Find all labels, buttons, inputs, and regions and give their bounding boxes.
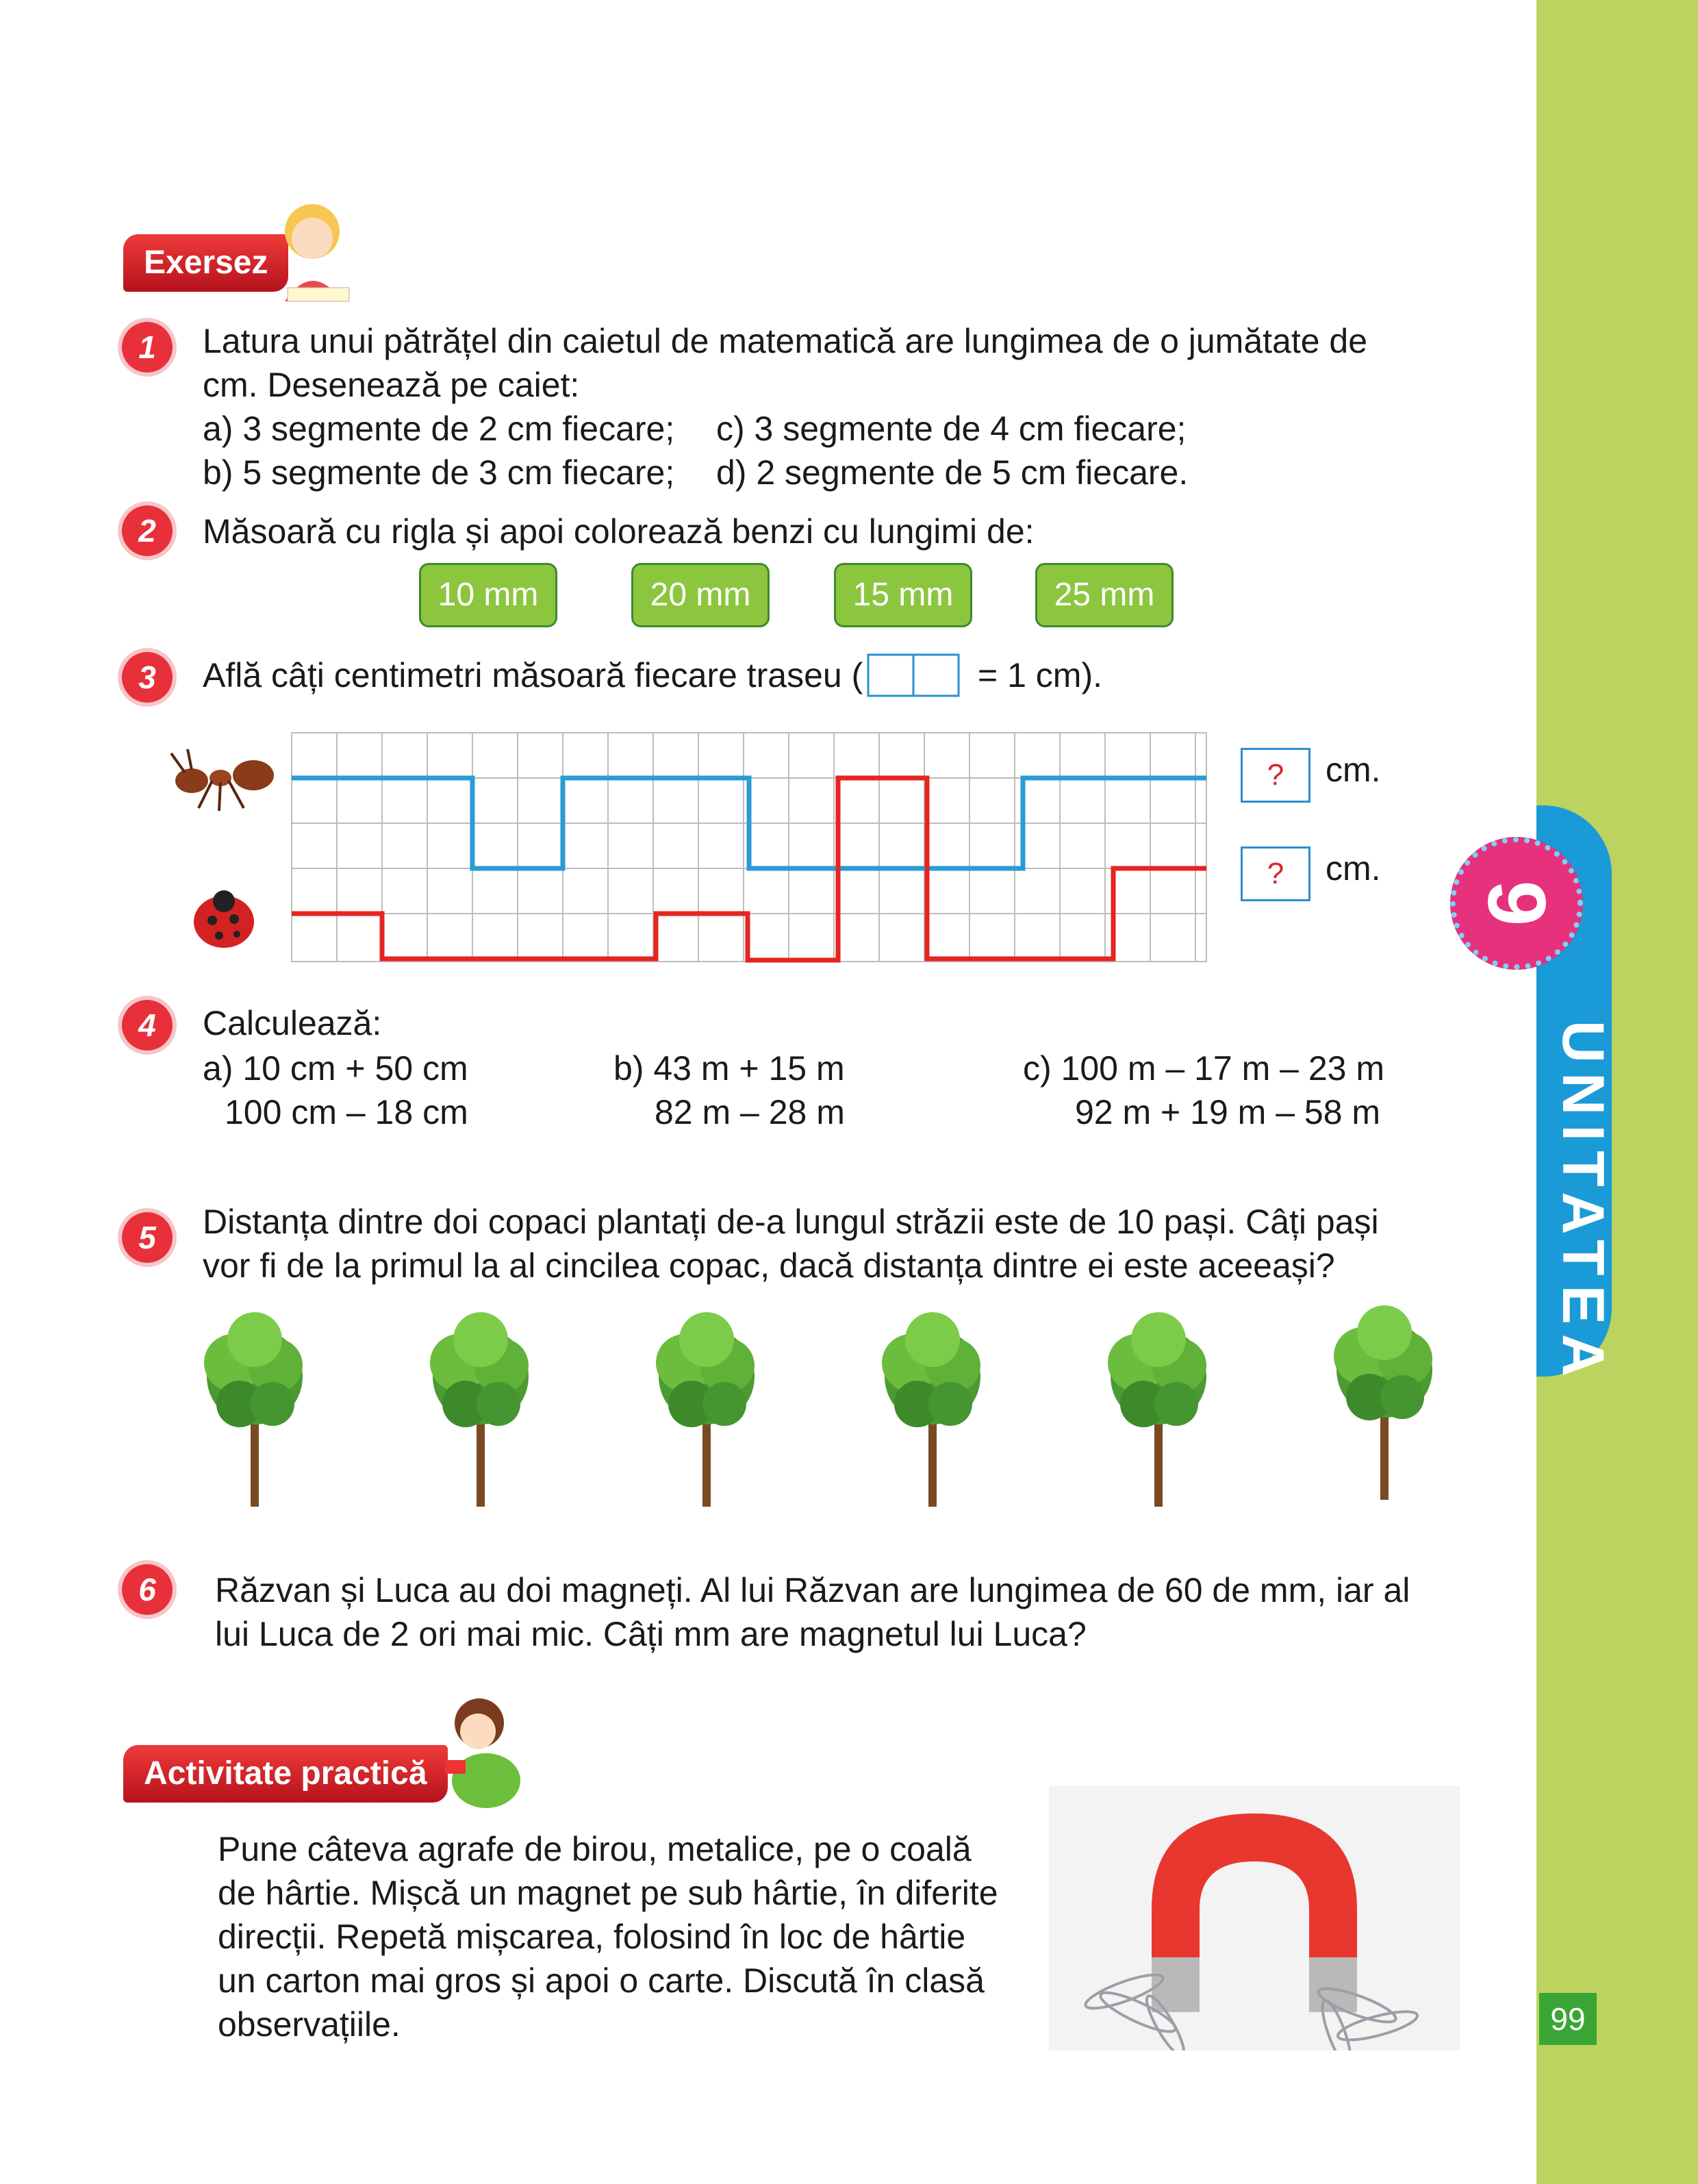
practice-line2: de hârtie. Mișcă un magnet pe sub hârtie, în diferite xyxy=(218,1874,998,1912)
path-grid xyxy=(290,731,1208,964)
trees-row xyxy=(192,1301,1465,1520)
ex1-item-c: c) 3 segmente de 4 cm fiecare; xyxy=(716,410,1187,448)
ex1-item-b: b) 5 segmente de 3 cm fiecare; xyxy=(203,453,675,492)
practice-line5: observațiile. xyxy=(218,2005,401,2044)
ex5-line1: Distanța dintre doi copaci plantați de-a lungul străzii este de 10 pași. Câți pași xyxy=(203,1203,1379,1241)
tree-1 xyxy=(204,1312,303,1507)
exercise-6-number: 6 xyxy=(122,1564,173,1615)
exersez-label: Exersez xyxy=(144,244,268,281)
practice-line1: Pune câteva agrafe de birou, metalice, pe o coală xyxy=(218,1830,972,1868)
ex1-line2: cm. Desenează pe caiet: xyxy=(203,366,580,404)
ex4-a2: 100 cm – 18 cm xyxy=(225,1093,468,1131)
unit-cm-ladybug: cm. xyxy=(1326,849,1381,888)
ex4-b1: b) 43 m + 15 m xyxy=(613,1049,845,1088)
answer-box-ant[interactable]: ? xyxy=(1241,748,1310,803)
exercise-3-number: 3 xyxy=(122,652,173,703)
practice-line3: direcții. Repetă mișcarea, folosind în loc de hârtie xyxy=(218,1918,966,1956)
ex5-line2: vor fi de la primul la al cincilea copac, dacă distanța dintre ei este aceeași? xyxy=(203,1246,1335,1285)
band-20mm: 20 mm xyxy=(631,563,770,627)
exercise-4-number: 4 xyxy=(122,1000,173,1051)
unit-cm-ant: cm. xyxy=(1326,751,1381,789)
ex4-b2: 82 m – 28 m xyxy=(655,1093,845,1131)
page-number: 99 xyxy=(1539,1993,1597,2045)
band-10mm: 10 mm xyxy=(419,563,557,627)
activitate-practica-banner xyxy=(123,1745,448,1803)
band-25mm: 25 mm xyxy=(1035,563,1174,627)
girl-writing-illustration xyxy=(274,199,356,308)
ladybug-illustration xyxy=(186,886,262,955)
activitate-practica-label: Activitate practică xyxy=(144,1755,427,1792)
exercise-5-number: 5 xyxy=(122,1212,173,1263)
practice-line4: un carton mai gros și apoi o carte. Discută în clasă xyxy=(218,1961,985,2000)
ex6-line1: Răzvan și Luca au doi magneți. Al lui Răzvan are lungimea de 60 de mm, iar al xyxy=(215,1571,1410,1609)
ex1-item-a: a) 3 segmente de 2 cm fiecare; xyxy=(203,410,675,448)
ant-illustration xyxy=(164,740,288,822)
ex1-line1: Latura unui pătrățel din caietul de matematică are lungimea de o jumătate de xyxy=(203,322,1368,360)
ex6-line2: lui Luca de 2 ori mai mic. Câți mm are magnetul lui Luca? xyxy=(215,1615,1087,1653)
tree-2 xyxy=(430,1312,529,1507)
tree-4 xyxy=(882,1312,980,1507)
ex4-a1: a) 10 cm + 50 cm xyxy=(203,1049,468,1088)
ex4-c1: c) 100 m – 17 m – 23 m xyxy=(1023,1049,1385,1088)
exercise-1-number: 1 xyxy=(122,322,173,373)
tree-3 xyxy=(656,1312,755,1507)
cm-unit-squares xyxy=(867,653,963,697)
unit-number-badge: 9 xyxy=(1450,837,1583,970)
tree-5 xyxy=(1108,1312,1206,1507)
ex3-text-post: = 1 cm). xyxy=(978,656,1102,694)
answer-box-ladybug[interactable]: ? xyxy=(1241,846,1310,901)
exercise-2-number: 2 xyxy=(122,505,173,556)
band-15mm: 15 mm xyxy=(834,563,972,627)
ex3-text-pre: Află câți centimetri măsoară fiecare traseu ( xyxy=(203,656,863,694)
ex4-c2: 92 m + 19 m – 58 m xyxy=(1075,1093,1381,1131)
unit-label: UNITATEA xyxy=(1550,1020,1616,1386)
girl-magnet-illustration xyxy=(438,1692,527,1808)
ex2-text: Măsoară cu rigla și apoi colorează benzi cu lungimi de: xyxy=(203,512,1035,551)
horseshoe-magnet-photo xyxy=(1049,1786,1460,2050)
ex4-title: Calculează: xyxy=(203,1004,382,1042)
exersez-banner xyxy=(123,234,288,292)
ex1-item-d: d) 2 segmente de 5 cm fiecare. xyxy=(716,453,1189,492)
tree-6 xyxy=(1334,1305,1432,1500)
